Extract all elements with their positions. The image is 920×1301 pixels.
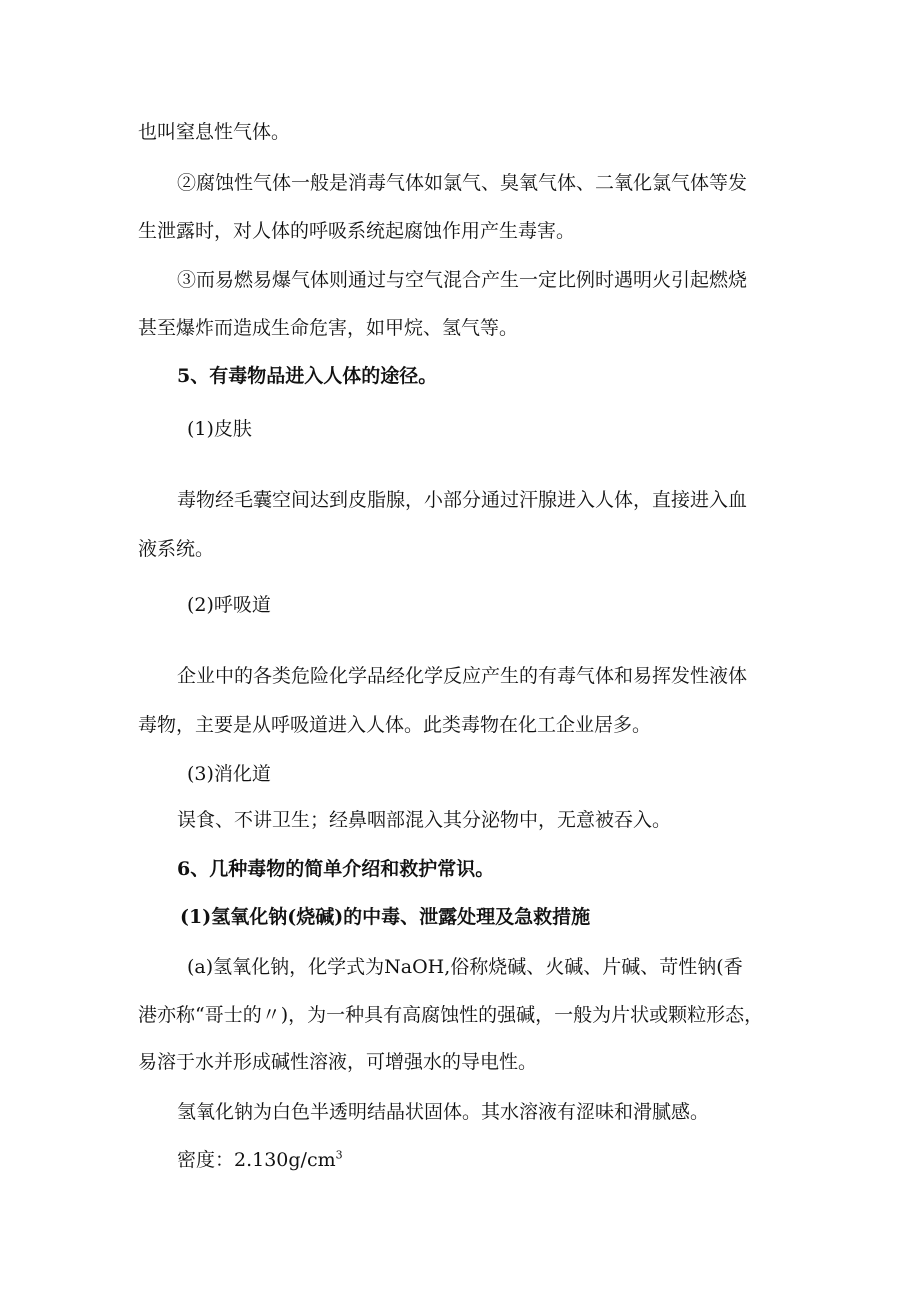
paragraph-line: 液系统。 — [138, 538, 215, 560]
subsection-label: (3)消化道 — [187, 763, 271, 785]
density-text: 密度：2.130g∕cm — [177, 1149, 336, 1171]
paragraph-line: 氢氧化钠为白色半透明结晶状固体。其水溶液有涩味和滑腻感。 — [177, 1101, 710, 1123]
paragraph-line: 易溶于水并形成碱性溶液，可增强水的导电性。 — [138, 1051, 538, 1073]
paragraph-line: 生泄露时，对人体的呼吸系统起腐蚀作用产生毒害。 — [138, 220, 576, 242]
section-heading: 5、有毒物品进入人体的途径。 — [177, 365, 438, 387]
paragraph-line: 误食、不讲卫生；经鼻咽部混入其分泌物中，无意被吞入。 — [177, 809, 672, 831]
section-heading: 6、几种毒物的简单介绍和救护常识。 — [177, 858, 495, 880]
paragraph-line: ②腐蚀性气体一般是消毒气体如氯气、臭氧气体、二氧化氯气体等发 — [177, 172, 748, 194]
subsection-label: (1)皮肤 — [187, 418, 252, 440]
paragraph-line: 甚至爆炸而造成生命危害，如甲烷、氢气等。 — [138, 317, 519, 339]
superscript: 3 — [335, 1148, 343, 1162]
paragraph-line: ③而易燃易爆气体则通过与空气混合产生一定比例时遇明火引起燃烧 — [177, 269, 748, 291]
density-line — [177, 1148, 343, 1172]
paragraph-line: 也叫窒息性气体。 — [138, 121, 291, 143]
subsection-label: (2)呼吸道 — [187, 594, 271, 616]
subsection-heading: (1)氢氧化钠(烧碱)的中毒、泄露处理及急救措施 — [180, 906, 591, 928]
paragraph-line: (a)氢氧化钠，化学式为NaOH,俗称烧碱、火碱、片碱、苛性钠(香 — [187, 956, 743, 978]
paragraph-line: 毒物，主要是从呼吸道进入人体。此类毒物在化工企业居多。 — [138, 714, 652, 736]
paragraph-line: 企业中的各类危险化学品经化学反应产生的有毒气体和易挥发性液体 — [177, 665, 748, 687]
paragraph-line: 毒物经毛囊空间达到皮脂腺，小部分通过汗腺进入人体，直接进入血 — [177, 489, 748, 511]
paragraph-line: 港亦称“哥士的〃)，为一种具有高腐蚀性的强碱，一般为片状或颗粒形态， — [138, 1004, 764, 1026]
